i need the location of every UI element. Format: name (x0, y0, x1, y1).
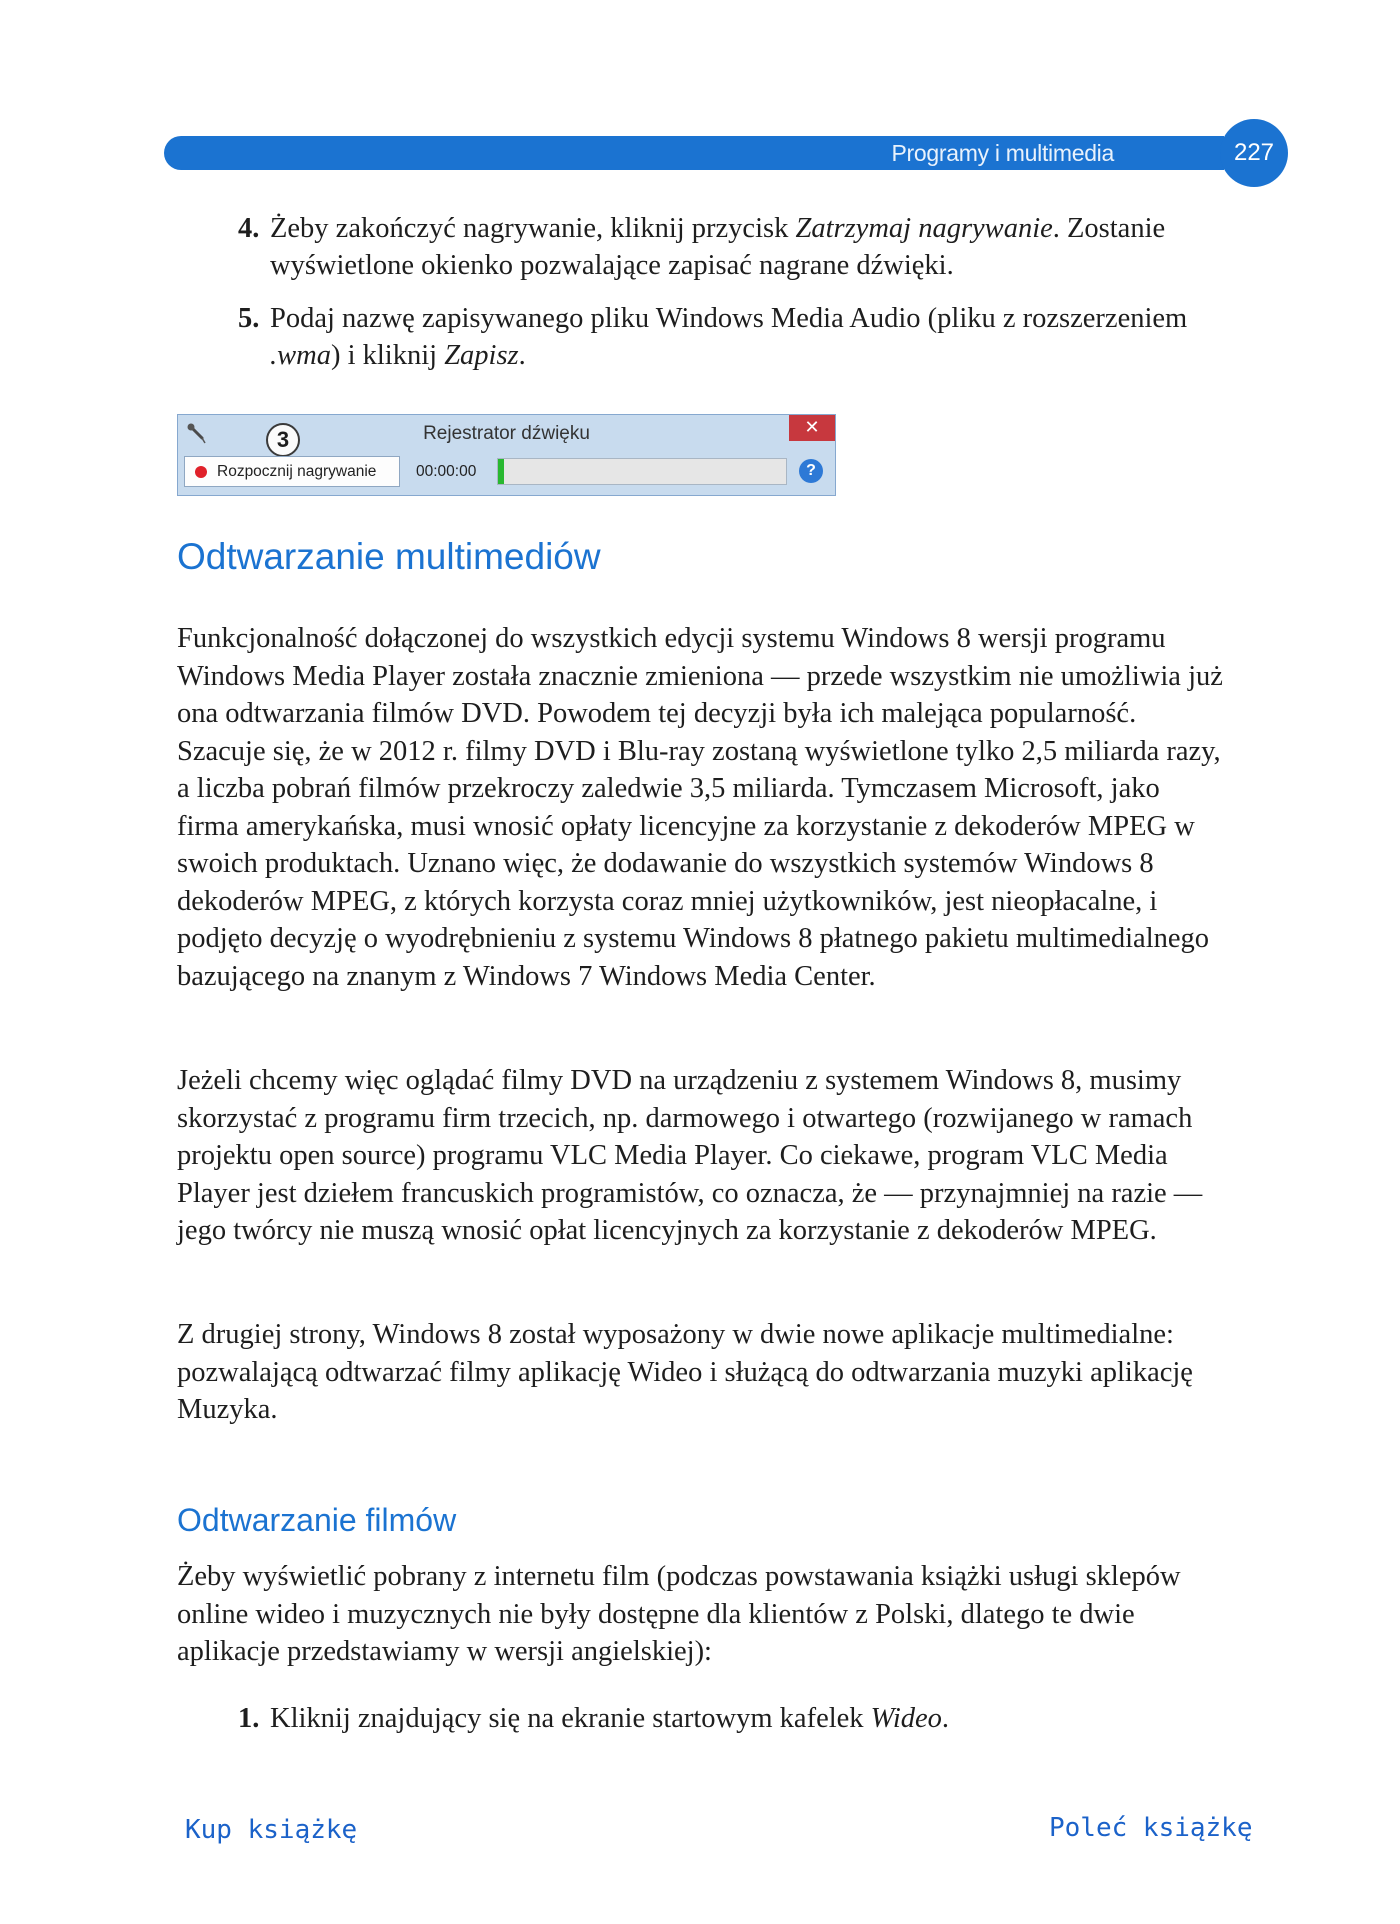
recommend-book-link[interactable]: Poleć książkę (1049, 1813, 1253, 1843)
close-button[interactable]: ✕ (789, 415, 835, 441)
level-meter (497, 458, 787, 485)
step-1 (238, 1700, 1238, 1737)
help-icon[interactable]: ? (799, 459, 823, 483)
step-text: Żeby zakończyć nagrywanie, kliknij przycisk Zatrzymaj nagrywanie. Zostanie wyświetlone okienko pozwalające zapisać nagrane dźwięki. (270, 213, 1166, 281)
paragraph: Z drugiej strony, Windows 8 został wyposażony w dwie nowe aplikacje multimedialne: pozwalającą odtwarzać filmy aplikację Wideo i służącą do odtwarzania muzyki aplikację Muzyka. (177, 1319, 1193, 1425)
running-title: Programy i multimedia (891, 140, 1114, 166)
step-text: Podaj nazwę zapisywanego pliku Windows Media Audio (pliku z rozszerzeniem .wma) i kliknij Zapisz. (270, 303, 1188, 371)
step-number: 1. (238, 1703, 260, 1734)
start-recording-button[interactable] (184, 456, 400, 487)
step-5 (238, 300, 1238, 374)
recorder-toolbar (184, 456, 829, 488)
recording-timer: 00:00:00 (416, 463, 477, 480)
paragraph: Jeżeli chcemy więc oglądać filmy DVD na urządzeniu z systemem Windows 8, musimy skorzystać z programu firm trzecich, np. darmowego i otwartego (rozwijanego w ramach projektu open source) programu VLC Media Player. Co ciekawe, program VLC Media Player jest dziełem francuskich programistów, co oznacza, że — przynajmniej na razie — jego twórcy nie muszą wnosić opłat licencyjnych za korzystanie z dekoderów MPEG. (177, 1065, 1203, 1246)
sound-recorder-window (177, 414, 836, 496)
step-text: Kliknij znajdujący się na ekranie startowym kafelek Wideo. (270, 1703, 950, 1734)
step-number: 5. (238, 303, 260, 334)
running-header-bar (164, 136, 1224, 170)
paragraph: Funkcjonalność dołączonej do wszystkich edycji systemu Windows 8 wersji programu Windows Media Player została znacznie zmieniona — przede wszystkim nie umożliwia już ona odtwarzania filmów DVD. Powodem tej decyzji była ich malejąca popularność. Szacuje się, że w 2012 r. filmy DVD i Blu-ray zostaną wyświetlone tylko 2,5 miliarda razy, a liczba pobrań filmów przekroczy zaledwie 3,5 miliarda. Tymczasem Microsoft, jako firma amerykańska, musi wnosić opłaty licencyjne za korzystanie z dekoderów MPEG w swoich produktach. Uznano więc, że dodawanie do wszystkich systemów Windows 8 dekoderów MPEG, z których korzysta coraz mniej użytkowników, jest nieopłacalne, i podjęto decyzję o wyodrębnieniu z systemu Windows 8 płatnego pakietu multimedialnego bazującego na znanym z Windows 7 Windows Media Center. (177, 623, 1223, 992)
start-recording-label: Rozpocznij nagrywanie (217, 463, 377, 480)
paragraph: Żeby wyświetlić pobrany z internetu film (podczas powstawania książki usługi sklepów online wideo i muzycznych nie były dostępne dla klientów z Polski, dlatego te dwie aplikacje przedstawiamy w wersji angielskiej): (177, 1561, 1181, 1667)
callout-number: 3 (266, 423, 300, 457)
buy-book-link[interactable]: Kup książkę (185, 1815, 358, 1845)
window-title: Rejestrator dźwięku (423, 423, 590, 444)
page-number: 227 (1220, 119, 1288, 187)
record-dot-icon (195, 466, 207, 478)
step-number: 4. (238, 213, 260, 244)
subsection-heading: Odtwarzanie filmów (177, 1502, 457, 1538)
step-4 (238, 210, 1238, 284)
level-meter-fill (498, 459, 504, 484)
section-heading: Odtwarzanie multimediów (177, 536, 601, 577)
